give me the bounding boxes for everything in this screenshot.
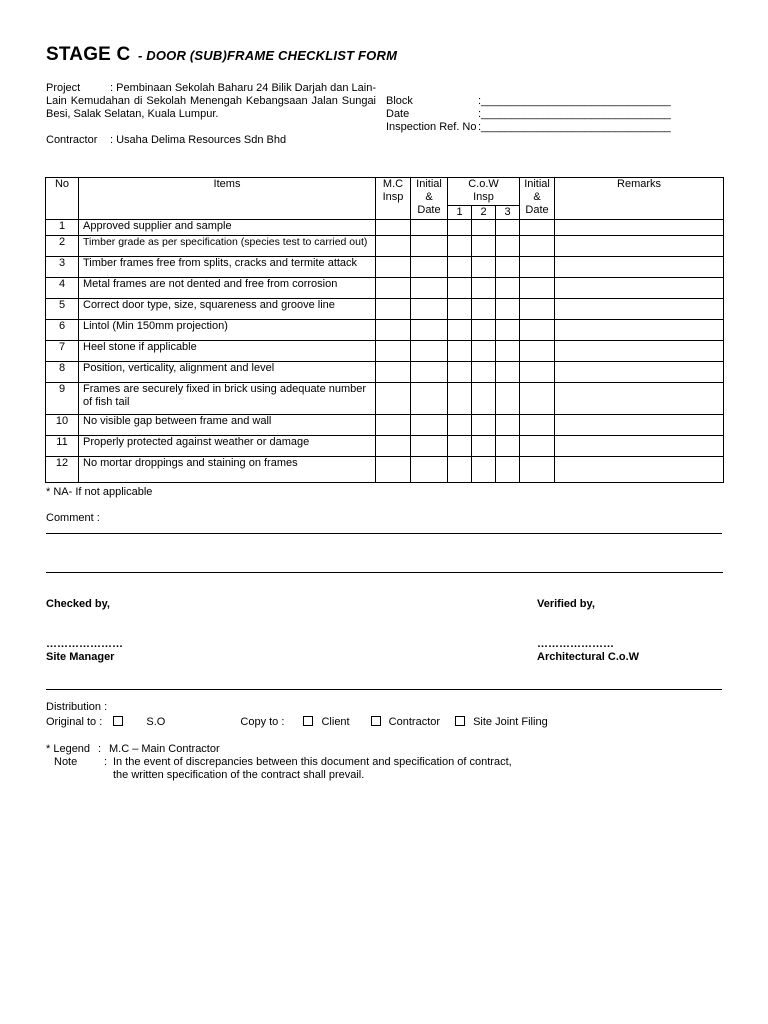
initial-date-cell[interactable] [411,220,448,236]
cow-1-cell[interactable] [448,415,472,436]
cow-3-cell[interactable] [496,257,520,278]
row-number: 5 [46,299,79,320]
cow-1-cell[interactable] [448,436,472,457]
initial-date-cell[interactable] [411,415,448,436]
row-item: No mortar droppings and staining on frames [79,457,376,483]
mc-insp-cell[interactable] [376,220,411,236]
remarks-cell[interactable] [555,220,724,236]
cow-1-cell[interactable] [448,320,472,341]
checked-by-label: Checked by, [46,598,110,610]
row-number: 4 [46,278,79,299]
row-item: Correct door type, size, squareness and groove line [79,299,376,320]
initial-date-2-cell[interactable] [520,436,555,457]
row-number: 12 [46,457,79,483]
date-field[interactable] [386,108,671,121]
cow-1-cell[interactable] [448,278,472,299]
header-initial2-line1: Initial [524,178,550,190]
header-cow-3: 3 [496,206,520,220]
site-manager-label: Site Manager [46,651,115,663]
table-row [46,341,724,362]
comment-line-1[interactable] [46,533,722,534]
section-divider [46,689,722,690]
mc-insp-cell[interactable] [376,457,411,483]
mc-insp-cell[interactable] [376,257,411,278]
initial-date-cell[interactable] [411,320,448,341]
row-item: Metal frames are not dented and free from corrosion [79,278,376,299]
cow-1-cell[interactable] [448,299,472,320]
inspection-ref-field[interactable] [386,121,671,134]
initial-date-2-cell[interactable] [520,220,555,236]
signature-dots-left[interactable]: ………………… [46,638,123,650]
cow-2-cell[interactable] [472,436,496,457]
table-row [46,415,724,436]
mc-insp-cell[interactable] [376,436,411,457]
row-number: 1 [46,220,79,236]
initial-date-2-cell[interactable] [520,299,555,320]
cow-3-cell[interactable] [496,383,520,415]
date-label: Date [386,108,410,120]
project-value: : Pembinaan Sekolah Baharu 24 Bilik Darjah dan Lain-Lain Kemudahan di Sekolah Menengah Kebangsaan Jalan Sungai Besi, Salak Selatan, Kuala Lumpur. [46,82,376,120]
initial-date-2-cell[interactable] [520,457,555,483]
header-cow-2: 2 [472,206,496,220]
table-row [46,236,724,257]
cow-2-cell[interactable] [472,457,496,483]
table-row [46,383,724,415]
table-row [46,257,724,278]
initial-date-2-cell[interactable] [520,415,555,436]
verified-by-label: Verified by, [537,598,595,610]
original-to-label: Original to : [46,716,103,728]
remarks-cell[interactable] [555,383,724,415]
cow-3-cell[interactable] [496,341,520,362]
initial-date-2-cell[interactable] [520,236,555,257]
client-checkbox[interactable] [303,716,313,726]
initial-date-cell[interactable] [411,299,448,320]
cow-2-cell[interactable] [472,341,496,362]
initial-date-cell[interactable] [411,362,448,383]
inspection-ref-label: Inspection Ref. No [386,121,477,133]
legend-sep: : [98,743,102,755]
cow-2-cell[interactable] [472,320,496,341]
header-remarks: Remarks [555,178,724,220]
mc-insp-cell[interactable] [376,320,411,341]
remarks-cell[interactable] [555,415,724,436]
initial-date-cell[interactable] [411,341,448,362]
table-row [46,436,724,457]
site-manager-signature [46,638,123,664]
legend-text: M.C – Main Contractor [109,743,220,755]
initial-date-2-cell[interactable] [520,257,555,278]
initial-date-cell[interactable] [411,383,448,415]
date-value: :_______________________________ [478,108,671,120]
arch-cow-signature [537,638,639,664]
mc-insp-cell[interactable] [376,383,411,415]
legend-block [46,743,512,782]
checklist-table [45,177,724,483]
cow-2-cell[interactable] [472,362,496,383]
so-label: S.O [146,716,166,728]
cow-1-cell[interactable] [448,457,472,483]
na-note: * NA- If not applicable [46,486,153,498]
signature-dots-right[interactable]: ………………… [537,638,614,650]
header-initial-date-1 [411,178,448,220]
cow-2-cell[interactable] [472,415,496,436]
contractor-line [46,134,286,146]
remarks-cell[interactable] [555,362,724,383]
header-initial1-line3: Date [417,204,441,216]
row-number: 3 [46,257,79,278]
legend-line [46,743,512,756]
cow-3-cell[interactable] [496,320,520,341]
cow-3-cell[interactable] [496,236,520,257]
cow-2-cell[interactable] [472,236,496,257]
row-item: Properly protected against weather or damage [79,436,376,457]
header-cow-insp [448,178,520,206]
row-item: Position, verticality, alignment and level [79,362,376,383]
header-cow-line2: Insp [473,191,494,203]
row-item: Heel stone if applicable [79,341,376,362]
so-checkbox[interactable] [113,716,123,726]
table-row [46,220,724,236]
cow-1-cell[interactable] [448,383,472,415]
table-row [46,299,724,320]
cow-2-cell[interactable] [472,383,496,415]
copy-to-label: Copy to : [240,716,285,728]
initial-date-cell[interactable] [411,257,448,278]
header-mc-line1: M.C [382,178,404,190]
row-item: Frames are securely fixed in brick using adequate number of fish tail [79,383,376,415]
row-item: Timber frames free from splits, cracks and termite attack [79,257,376,278]
cow-3-cell[interactable] [496,220,520,236]
cow-3-cell[interactable] [496,436,520,457]
header-cow-1: 1 [448,206,472,220]
mc-insp-cell[interactable] [376,278,411,299]
header-items: Items [79,178,376,220]
form-title-stage: STAGE C [46,44,131,65]
row-item: Approved supplier and sample [79,220,376,236]
contractor-label: Contractor [46,134,98,146]
cow-2-cell[interactable] [472,299,496,320]
block-label: Block [386,95,413,107]
table-row [46,362,724,383]
form-title [46,44,397,66]
header-no: No [46,178,79,220]
form-title-subtitle: - DOOR (SUB)FRAME CHECKLIST FORM [137,48,398,63]
arch-cow-label: Architectural C.o.W [537,651,640,663]
cow-1-cell[interactable] [448,220,472,236]
reference-fields [386,95,671,134]
legend-label: * Legend [46,743,91,755]
cow-2-cell[interactable] [472,257,496,278]
block-value: :_______________________________ [478,95,671,107]
initial-date-2-cell[interactable] [520,341,555,362]
project-block [46,82,376,121]
row-item: No visible gap between frame and wall [79,415,376,436]
comment-label: Comment : [46,512,100,524]
comment-line-2[interactable] [46,572,723,573]
remarks-cell[interactable] [555,341,724,362]
table-row [46,278,724,299]
initial-date-cell[interactable] [411,457,448,483]
client-label: Client [321,716,350,728]
table-row [46,320,724,341]
initial-date-cell[interactable] [411,278,448,299]
remarks-cell[interactable] [555,457,724,483]
cow-1-cell[interactable] [448,257,472,278]
header-initial-date-2 [520,178,555,220]
block-field[interactable] [386,95,671,108]
cow-2-cell[interactable] [472,220,496,236]
row-number: 11 [46,436,79,457]
mc-insp-cell[interactable] [376,341,411,362]
cow-3-cell[interactable] [496,362,520,383]
remarks-cell[interactable] [555,299,724,320]
note-text-2: the written specification of the contract shall prevail. [113,769,365,781]
remarks-cell[interactable] [555,257,724,278]
contractor-copy-label: Contractor [388,716,441,728]
header-initial1-line1: Initial [416,178,442,190]
note-line [46,756,512,769]
cow-3-cell[interactable] [496,457,520,483]
distribution-line [46,716,548,728]
table-row [46,457,724,483]
cow-1-cell[interactable] [448,236,472,257]
cow-1-cell[interactable] [448,341,472,362]
mc-insp-cell[interactable] [376,236,411,257]
site-joint-filing-label: Site Joint Filing [473,716,548,728]
cow-2-cell[interactable] [472,278,496,299]
contractor-value: : Usaha Delima Resources Sdn Bhd [110,134,287,146]
row-number: 9 [46,383,79,415]
initial-date-2-cell[interactable] [520,383,555,415]
header-initial1-line2: & [425,191,433,203]
initial-date-cell[interactable] [411,236,448,257]
header-initial2-line2: & [533,191,541,203]
initial-date-2-cell[interactable] [520,320,555,341]
site-joint-filing-checkbox[interactable] [455,716,465,726]
cow-1-cell[interactable] [448,362,472,383]
row-number: 7 [46,341,79,362]
initial-date-cell[interactable] [411,436,448,457]
note-label: Note [54,756,78,768]
row-number: 10 [46,415,79,436]
header-mc-line2: Insp [382,191,404,203]
remarks-cell[interactable] [555,278,724,299]
note-sep: : [104,756,108,768]
mc-insp-cell[interactable] [376,362,411,383]
project-line [46,82,376,121]
project-label: Project [46,82,81,94]
row-number: 6 [46,320,79,341]
contractor-checkbox[interactable] [371,716,381,726]
initial-date-2-cell[interactable] [520,278,555,299]
initial-date-2-cell[interactable] [520,362,555,383]
note-text-1: In the event of discrepancies between this document and specification of contract, [113,756,512,768]
header-cow-line1: C.o.W [468,178,499,190]
cow-3-cell[interactable] [496,278,520,299]
distribution-label: Distribution : [46,701,108,713]
remarks-cell[interactable] [555,320,724,341]
remarks-cell[interactable] [555,436,724,457]
header-mc-insp [376,178,411,220]
mc-insp-cell[interactable] [376,299,411,320]
cow-3-cell[interactable] [496,415,520,436]
cow-3-cell[interactable] [496,299,520,320]
inspection-ref-value: :_______________________________ [478,121,671,133]
row-number: 2 [46,236,79,257]
row-item: Lintol (Min 150mm projection) [79,320,376,341]
mc-insp-cell[interactable] [376,415,411,436]
row-number: 8 [46,362,79,383]
header-initial2-line3: Date [525,204,549,216]
remarks-cell[interactable] [555,236,724,257]
row-item: Timber grade as per specification (species test to carried out) [79,236,376,257]
